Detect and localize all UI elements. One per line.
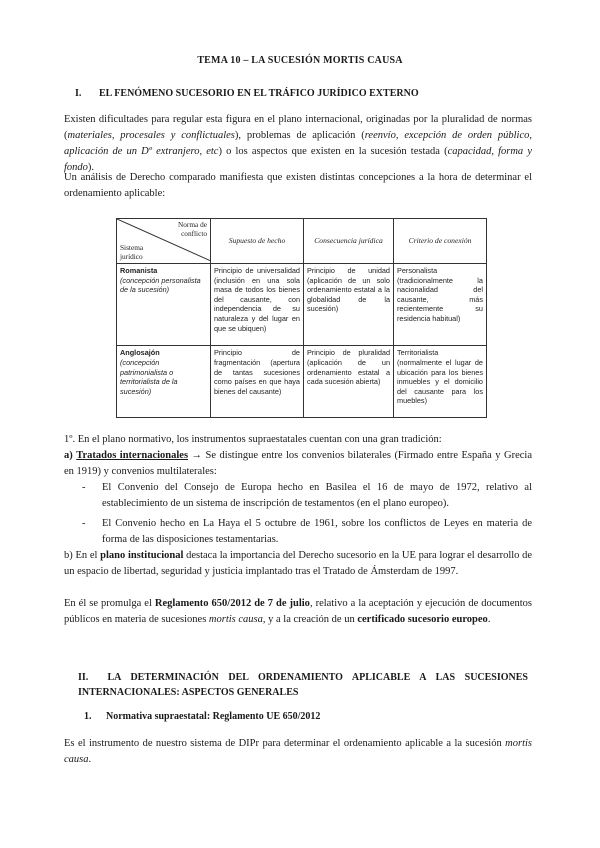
table-cell-consecuencia: Principio de pluralidad (aplicación de un ordenamiento estatal a cada sucesión abierta)	[304, 346, 394, 418]
table-cell-supuesto: Principio de fragmentación (apertura de tantas sucesiones como países en que haya bienes del causante)	[211, 346, 304, 418]
section-1-number: I.	[75, 88, 82, 99]
treaties-list	[64, 480, 532, 548]
subsection-1-heading: 1. Normativa supraestatal: Reglamento UE 650/2012	[84, 711, 321, 722]
section-1-title: EL FENÓMENO SUCESORIO EN EL TRÁFICO JURÍDICO EXTERNO	[99, 88, 419, 99]
table-corner-cell	[117, 219, 211, 264]
section-2-number: II.	[78, 672, 89, 683]
table-header-criterio: Criterio de conexión	[394, 219, 487, 264]
section-1-paragraph-2: Un análisis de Derecho comparado manifiesta que existen distintas concepciones a la hora de determinar el ordenamiento aplicable:	[64, 172, 532, 199]
list-item: - El Convenio del Consejo de Europa hecho en Basilea el 16 de mayo de 1972, relativo al establecimiento de un sistema de inscripción de testamentos (en el plano europeo).	[64, 480, 532, 512]
table-cell-system: Anglosajón (concepción patrimonialista o territorialista de la sucesión)	[117, 346, 211, 418]
table-row	[117, 346, 487, 418]
table-row	[117, 264, 487, 346]
corner-label-conflict-rule: Norma de conflicto	[178, 220, 207, 238]
table-header-row	[117, 219, 487, 264]
regulation-paragraph: En él se promulga el Reglamento 650/2012 de 7 de julio, relativo a la aceptación y ejecución de documentos públicos en materia de sucesiones mortis causa, y a la creación de un certificado sucesorio europeo.	[64, 598, 532, 625]
list-item: - El Convenio hecho en La Haya el 5 octubre de 1961, sobre los conflictos de Leyes en materia de forma de las disposiciones testamentarias.	[64, 516, 532, 548]
comparative-law-table	[116, 218, 487, 418]
comparative-law-table-image	[116, 218, 486, 418]
treaties-title: Tratados internacionales	[76, 450, 189, 461]
table-header-supuesto: Supuesto de hecho	[211, 219, 304, 264]
table-cell-criterio: Personalista (tradicionalmente la nacionalidad del causante, más recientemente su residencia habitual)	[394, 264, 487, 346]
arrow-icon: →	[191, 450, 203, 461]
table-cell-criterio: Territorialista (normalmente el lugar de ubicación para los bienes inmuebles y el domicilio del causante para los muebles)	[394, 346, 487, 418]
section-1-heading	[75, 88, 419, 99]
table-header-consecuencia: Consecuencia jurídica	[304, 219, 394, 264]
section-2-title: LA DETERMINACIÓN DEL ORDENAMIENTO APLICABLE A LAS SUCESIONES INTERNACIONALES: ASPECTOS GENERALES	[78, 672, 528, 698]
table-cell-system: Romanista (concepción personalista de la sucesión)	[117, 264, 211, 346]
normative-intro: 1º. En el plano normativo, los instrumentos supraestatales cuentan con una gran tradición:	[64, 434, 442, 445]
institutional-paragraph: b) En el plano institucional destaca la importancia del Derecho sucesorio en la UE para lograr el desarrollo de un espacio de libertad, seguridad y justicia implantado tras el Tratado de Ámsterdam de 1997.	[64, 550, 533, 577]
page-title: TEMA 10 – LA SUCESIÓN MORTIS CAUSA	[197, 55, 403, 66]
table-cell-consecuencia: Principio de unidad (aplicación de un solo ordenamiento estatal a la globalidad de la sucesión)	[304, 264, 394, 346]
section-2-paragraph-1: Es el instrumento de nuestro sistema de DIPr para determinar el ordenamiento aplicable a la sucesión mortis causa.	[64, 738, 533, 765]
table-cell-supuesto: Principio de universalidad (inclusión en una sola masa de todos los bienes del causante, con independencia de su naturaleza y del lugar en que se ubiquen)	[211, 264, 304, 346]
section-1-paragraph-1: Existen dificultades para regular esta figura en el plano internacional, originadas por la pluralidad de normas (materiales, procesales y conflictuales), problemas de aplicación (reenvío, excepción de orden público, aplicación de un Dº extranjero, etc) o los aspectos que existen en la sucesión testada (capacidad, forma y fondo).	[64, 114, 532, 173]
treaties-paragraph: a) Tratados internacionales → Se distingue entre los convenios bilaterales (Firmado entre España y Grecia en 1919) y convenios multilaterales:	[64, 450, 533, 477]
section-2-heading	[78, 670, 528, 700]
corner-label-legal-system: Sistema jurídico	[120, 243, 144, 261]
